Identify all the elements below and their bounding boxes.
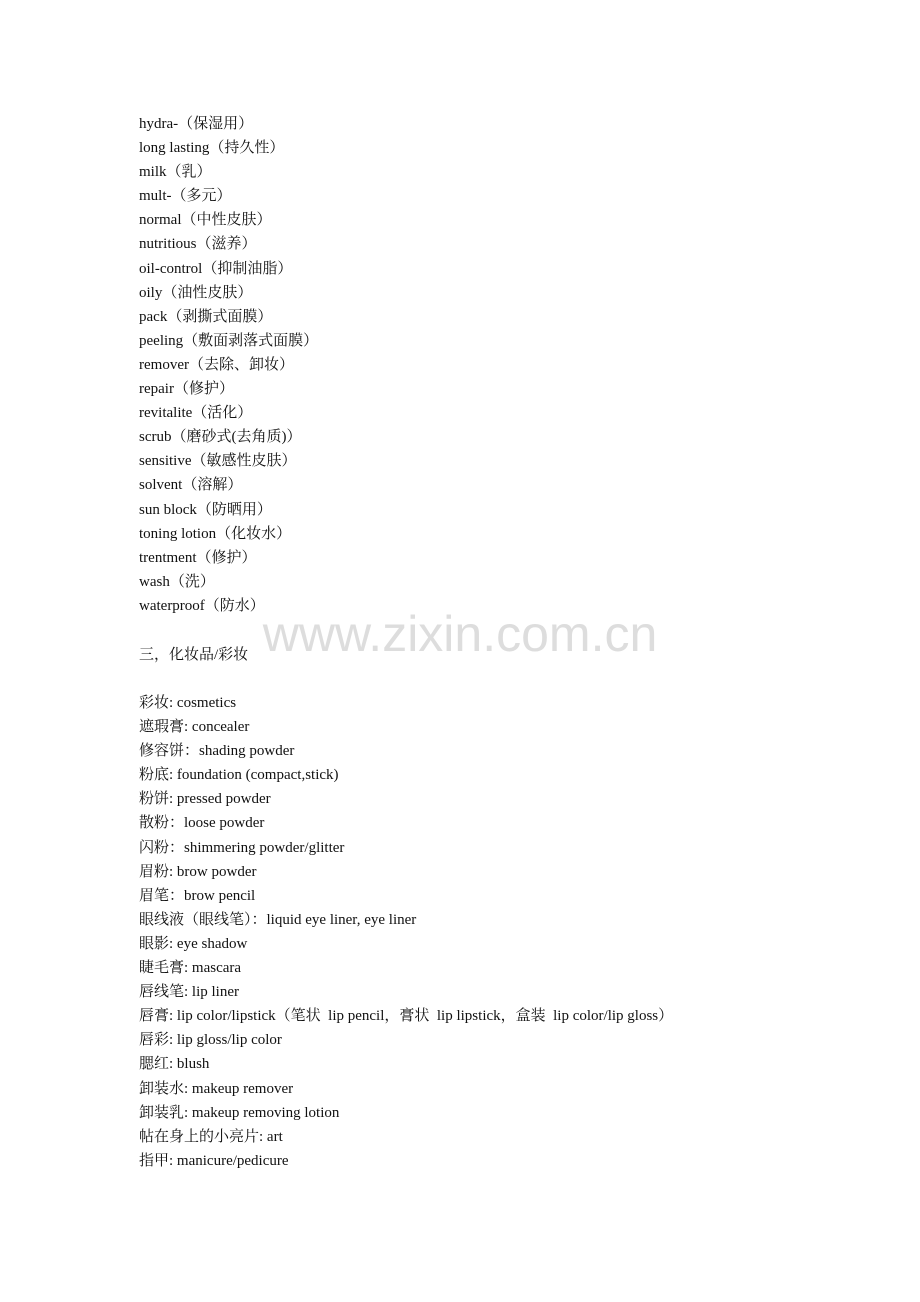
term-line: repair（修护） xyxy=(139,381,234,398)
term-line: 唇彩: lip gloss/lip color xyxy=(139,1032,282,1049)
makeup-term-list xyxy=(139,691,673,1173)
site-watermark: www.zixin.com.cn xyxy=(262,606,658,662)
term-line: milk（乳） xyxy=(139,164,212,181)
term-line: solvent（溶解） xyxy=(139,477,243,494)
term-line: toning lotion（化妆水） xyxy=(139,525,292,542)
term-line: 眼影: eye shadow xyxy=(139,935,248,952)
term-line: long lasting（持久性） xyxy=(139,140,285,157)
term-line: 卸装乳: makeup removing lotion xyxy=(139,1104,340,1121)
term-line: revitalite（活化） xyxy=(139,405,253,422)
term-line: pack（剥撕式面膜） xyxy=(139,308,273,325)
term-line: nutritious（滋养） xyxy=(139,236,257,253)
term-line: sun block（防晒用） xyxy=(139,501,272,518)
term-line: mult-（多元） xyxy=(139,188,232,205)
term-line: 修容饼：shading powder xyxy=(139,743,295,760)
term-line: 睫毛膏: mascara xyxy=(139,960,242,977)
term-line: 唇线笔: lip liner xyxy=(139,984,239,1001)
term-line: hydra-（保湿用） xyxy=(139,116,254,132)
term-line: 帖在身上的小亮片: art xyxy=(139,1128,283,1145)
term-line: 眉笔：brow pencil xyxy=(139,887,256,904)
term-line: 唇膏: lip color/lipstick（笔状 lip pencil，膏状 lip lipstick，盒装 lip color/lip gloss） xyxy=(139,1008,674,1025)
term-line: 遮瑕膏: concealer xyxy=(139,719,250,736)
term-line: 闪粉：shimmering powder/glitter xyxy=(139,839,345,856)
term-line: 卸装水: makeup remover xyxy=(139,1080,294,1097)
term-line: 粉饼: pressed powder xyxy=(139,791,271,808)
term-line: oily（油性皮肤） xyxy=(139,284,253,301)
term-line: oil-control（抑制油脂） xyxy=(139,260,293,277)
term-line: 眉粉: brow powder xyxy=(139,863,257,880)
term-line: 散粉：loose powder xyxy=(139,815,265,832)
term-line: 腮红: blush xyxy=(139,1056,210,1073)
term-line: 指甲: manicure/pedicure xyxy=(139,1152,289,1169)
term-line: 粉底: foundation (compact,stick) xyxy=(139,767,339,784)
term-line: peeling（敷面剥落式面膜） xyxy=(139,332,319,349)
term-line: 彩妆: cosmetics xyxy=(139,695,237,711)
term-line: wash（洗） xyxy=(139,573,215,590)
skincare-term-list xyxy=(139,112,318,618)
term-line: normal（中性皮肤） xyxy=(139,212,272,229)
term-line: trentment（修护） xyxy=(139,549,257,566)
term-line: remover（去除、卸妆） xyxy=(139,356,294,373)
term-line: waterproof（防水） xyxy=(139,597,265,614)
term-line: scrub（磨砂式(去角质)） xyxy=(139,429,302,446)
term-line: sensitive（敏感性皮肤） xyxy=(139,453,297,470)
section-heading: 三，化妆品/彩妆 xyxy=(139,647,249,663)
term-line: 眼线液（眼线笔）：liquid eye liner, eye liner xyxy=(139,911,417,928)
